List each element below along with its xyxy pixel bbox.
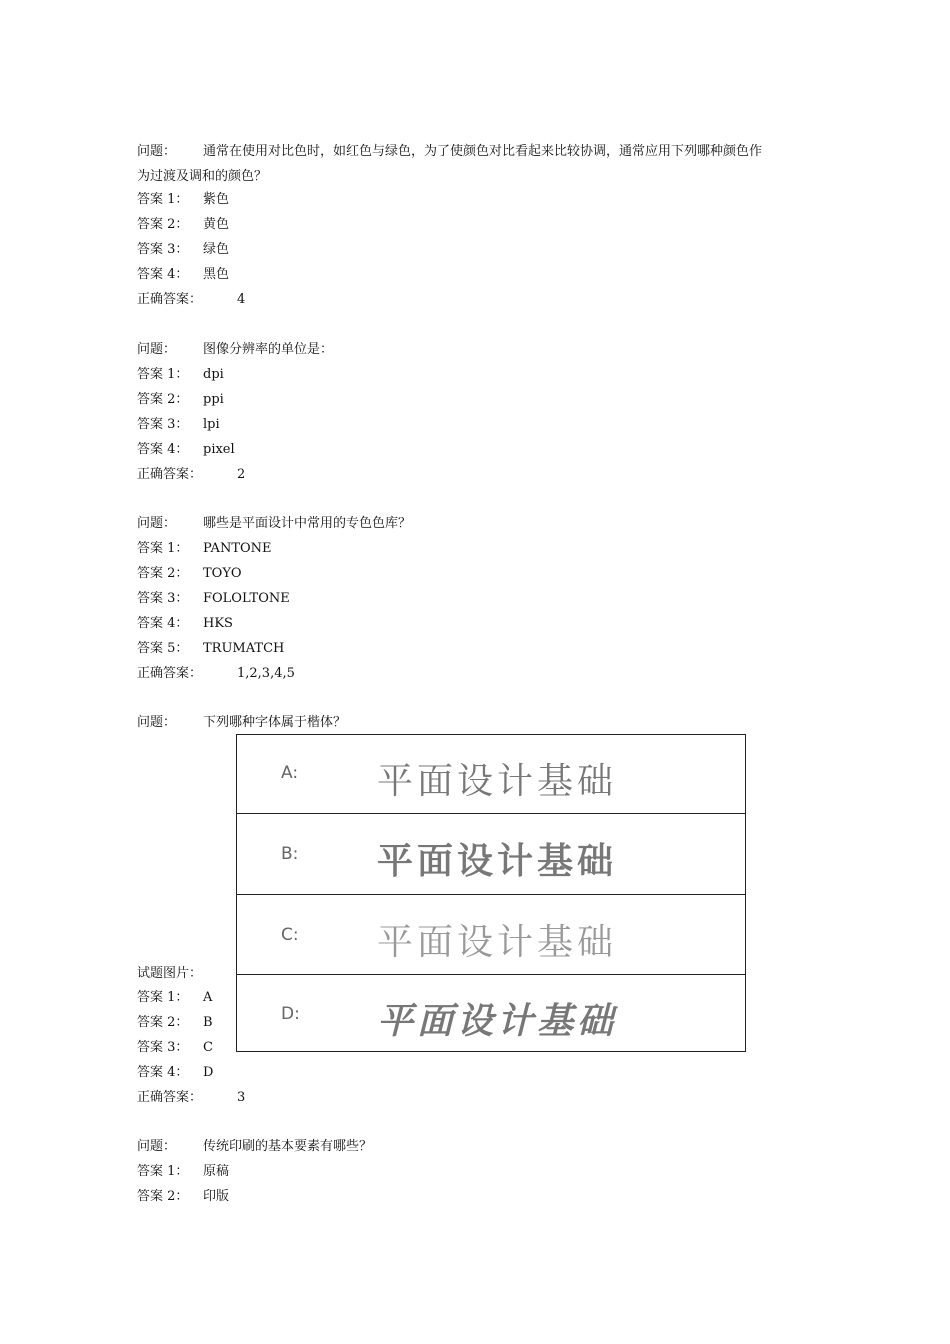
answer-label: 答案 1： xyxy=(137,367,189,382)
answer-label: 答案 1： xyxy=(137,192,189,207)
question-label: 问题： xyxy=(137,715,177,730)
answer-row xyxy=(137,1188,229,1206)
question-image-label: 试题图片： xyxy=(137,966,203,981)
figure-row-a xyxy=(237,735,745,814)
answer-label: 答案 4： xyxy=(137,267,189,282)
answer-row xyxy=(137,1064,213,1082)
answer-text: ppi xyxy=(203,392,224,407)
answer-text: PANTONE xyxy=(203,541,272,556)
question-text: 图像分辨率的单位是： xyxy=(203,342,334,357)
figure-row-label: C: xyxy=(281,925,299,945)
font-sample: 平面设计基础 xyxy=(377,840,618,882)
answer-text: C xyxy=(203,1040,213,1055)
question-label: 问题： xyxy=(137,516,177,531)
answer-text: TOYO xyxy=(203,566,242,581)
answer-label: 答案 3： xyxy=(137,591,189,606)
correct-answer-value: 4 xyxy=(237,292,246,307)
answer-text: FOLOLTONE xyxy=(203,591,290,606)
answer-row xyxy=(137,615,233,633)
answer-text: 原稿 xyxy=(203,1164,230,1179)
figure-row-c xyxy=(237,895,745,975)
answer-row xyxy=(137,366,224,384)
figure-row-d xyxy=(237,975,745,1053)
correct-answer-value: 2 xyxy=(237,467,246,482)
answer-row xyxy=(137,1039,213,1057)
answer-label: 答案 2： xyxy=(137,1189,189,1204)
question-text: 通常在使用对比色时，如红色与绿色，为了使颜色对比看起来比较协调，通常应用下列哪种颜色作 xyxy=(203,144,763,159)
correct-answer-row xyxy=(137,466,245,484)
answer-label: 答案 3： xyxy=(137,417,189,432)
font-sample: 平面设计基础 xyxy=(377,922,618,963)
correct-answer-label: 正确答案： xyxy=(137,1090,203,1105)
correct-answer-row xyxy=(137,1089,245,1107)
answer-row xyxy=(137,441,235,459)
question-3 xyxy=(137,515,411,533)
question-label: 问题： xyxy=(137,1139,177,1154)
answer-text: 紫色 xyxy=(203,192,230,207)
question-label: 问题： xyxy=(137,144,177,159)
correct-answer-label: 正确答案： xyxy=(137,467,203,482)
answer-row xyxy=(137,1163,229,1181)
question-text: 哪些是平面设计中常用的专色色库？ xyxy=(203,516,412,531)
answer-label: 答案 1： xyxy=(137,1164,189,1179)
answer-label: 答案 2： xyxy=(137,566,189,581)
question-text-cont: 为过渡及调和的颜色？ xyxy=(137,169,268,184)
answer-row xyxy=(137,590,290,608)
answer-text: TRUMATCH xyxy=(203,641,285,656)
figure-row-label: B: xyxy=(281,844,299,864)
question-2 xyxy=(137,341,333,359)
answer-label: 答案 3： xyxy=(137,1040,189,1055)
answer-label: 答案 1： xyxy=(137,990,189,1005)
answer-text: B xyxy=(203,1015,213,1030)
answer-label: 答案 2： xyxy=(137,1015,189,1030)
answer-text: lpi xyxy=(203,417,220,432)
answer-label: 答案 4： xyxy=(137,616,189,631)
correct-answer-value: 3 xyxy=(237,1090,246,1105)
answer-label: 答案 2： xyxy=(137,217,189,232)
question-label: 问题： xyxy=(137,342,177,357)
correct-answer-label: 正确答案： xyxy=(137,292,203,307)
answer-text: dpi xyxy=(203,367,224,382)
answer-row xyxy=(137,416,220,434)
question-image xyxy=(236,734,746,1052)
question-5 xyxy=(137,1138,372,1156)
correct-answer-label: 正确答案： xyxy=(137,666,203,681)
answer-row xyxy=(137,391,224,409)
answer-label: 答案 2： xyxy=(137,392,189,407)
correct-answer-row xyxy=(137,291,245,309)
answer-label: 答案 3： xyxy=(137,242,189,257)
answer-text: A xyxy=(203,990,213,1005)
correct-answer-value: 1,2,3,4,5 xyxy=(237,666,295,681)
question-text: 下列哪种字体属于楷体？ xyxy=(203,715,347,730)
answer-row xyxy=(137,1014,213,1032)
answer-text: HKS xyxy=(203,616,233,631)
question-1 xyxy=(137,139,827,189)
answer-row xyxy=(137,640,284,658)
answer-text: pixel xyxy=(203,442,235,457)
answer-label: 答案 4： xyxy=(137,1065,189,1080)
figure-row-label: D: xyxy=(281,1004,300,1024)
answer-label: 答案 4： xyxy=(137,442,189,457)
font-sample: 平面设计基础 xyxy=(377,1000,618,1042)
question-text: 传统印刷的基本要素有哪些？ xyxy=(203,1139,373,1154)
answer-text: 黑色 xyxy=(203,267,230,282)
answer-row xyxy=(137,216,229,234)
answer-label: 答案 1： xyxy=(137,541,189,556)
answer-row xyxy=(137,266,229,284)
answer-text: 绿色 xyxy=(203,242,230,257)
figure-row-label: A: xyxy=(281,763,299,783)
answer-row xyxy=(137,191,229,209)
answer-row xyxy=(137,540,272,558)
answer-row xyxy=(137,989,212,1007)
answer-label: 答案 5： xyxy=(137,641,189,656)
font-sample: 平面设计基础 xyxy=(377,761,618,802)
answer-text: 黄色 xyxy=(203,217,230,232)
answer-row xyxy=(137,565,242,583)
answer-text: 印版 xyxy=(203,1189,230,1204)
figure-row-b xyxy=(237,814,745,895)
answer-text: D xyxy=(203,1065,214,1080)
correct-answer-row xyxy=(137,665,295,683)
answer-row xyxy=(137,241,229,259)
question-4 xyxy=(137,714,346,732)
